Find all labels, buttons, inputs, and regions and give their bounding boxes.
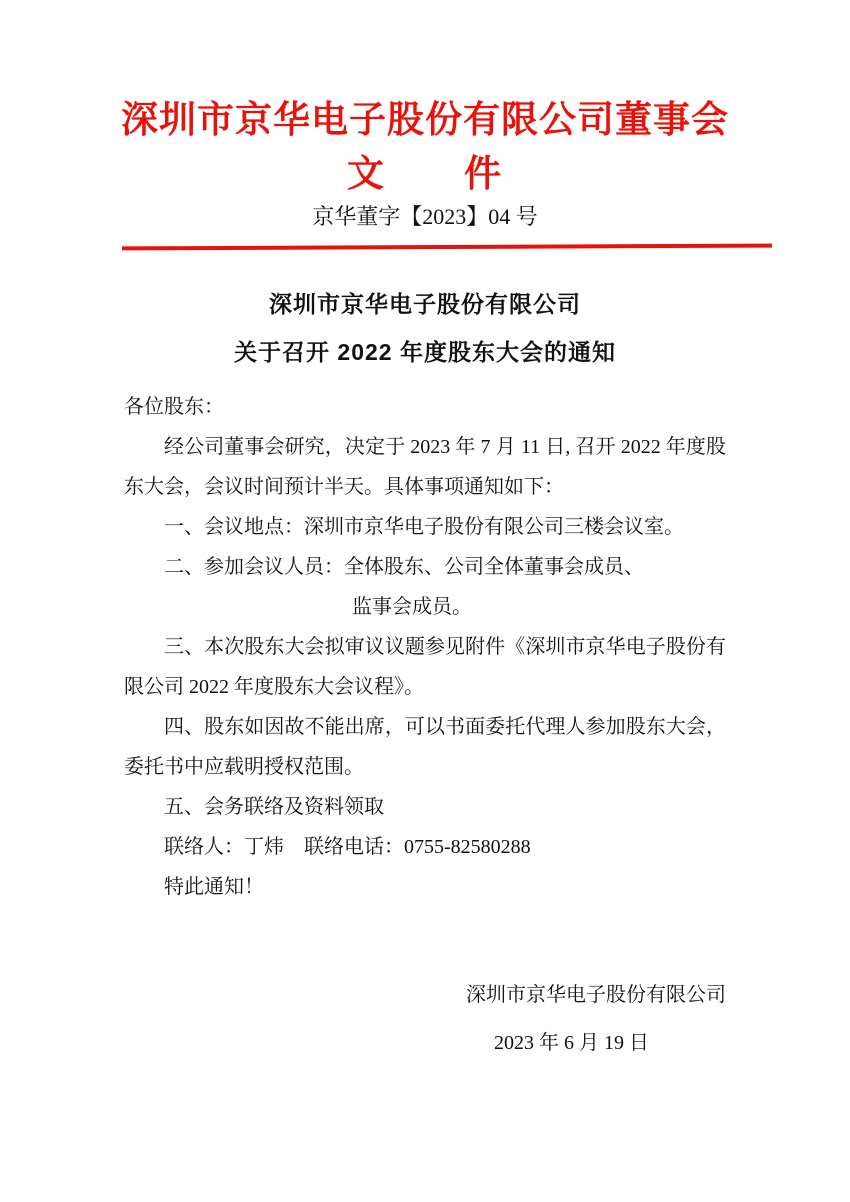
body-line-item-4: 四、股东如因故不能出席，可以书面委托代理人参加股东大会， (164, 716, 726, 738)
title-company-name: 深圳市京华电子股份有限公司 (269, 291, 581, 317)
body-line-closing: 特此通知！ (164, 876, 264, 898)
body-line-salutation: 各位股东： (124, 396, 224, 418)
signature-block (124, 979, 726, 1059)
body-line: 经公司董事会研究，决定于 2023 年 7 月 11 日, 召开 2022 年度股 (164, 436, 726, 458)
signature-date: 2023 年 6 月 19 日 (494, 1032, 649, 1054)
document-title-block (0, 290, 850, 366)
body-line-contact: 联络人：丁炜 联络电话：0755-82580288 (164, 836, 531, 858)
document-body (124, 387, 726, 907)
body-line-item-3-cont: 限公司 2022 年度股东大会议程》。 (124, 676, 424, 698)
title-subject: 关于召开 2022 年度股东大会的通知 (234, 339, 616, 365)
letterhead-org-title: 深圳市京华电子股份有限公司董事会 (121, 99, 729, 140)
body-line: 东大会，会议时间预计半天。具体事项通知如下： (124, 476, 564, 498)
body-line-item-2-cont: 监事会成员。 (352, 596, 472, 618)
body-line-item-1: 一、会议地点：深圳市京华电子股份有限公司三楼会议室。 (164, 516, 684, 538)
signature-company-name: 深圳市京华电子股份有限公司 (466, 984, 726, 1006)
body-line-item-4-cont: 委托书中应载明授权范围。 (124, 756, 364, 778)
letterhead-doc-word: 文 件 (347, 153, 503, 194)
red-divider-rule (122, 244, 772, 251)
body-line-item-5: 五、会务联络及资料领取 (164, 796, 384, 818)
doc-number: 京华董字【2023】04 号 (312, 204, 538, 229)
letterhead (0, 98, 850, 249)
body-line-item-2: 二、参加会议人员：全体股东、公司全体董事会成员、 (164, 556, 644, 578)
body-line-item-3: 三、本次股东大会拟审议议题参见附件《深圳市京华电子股份有 (164, 636, 726, 658)
